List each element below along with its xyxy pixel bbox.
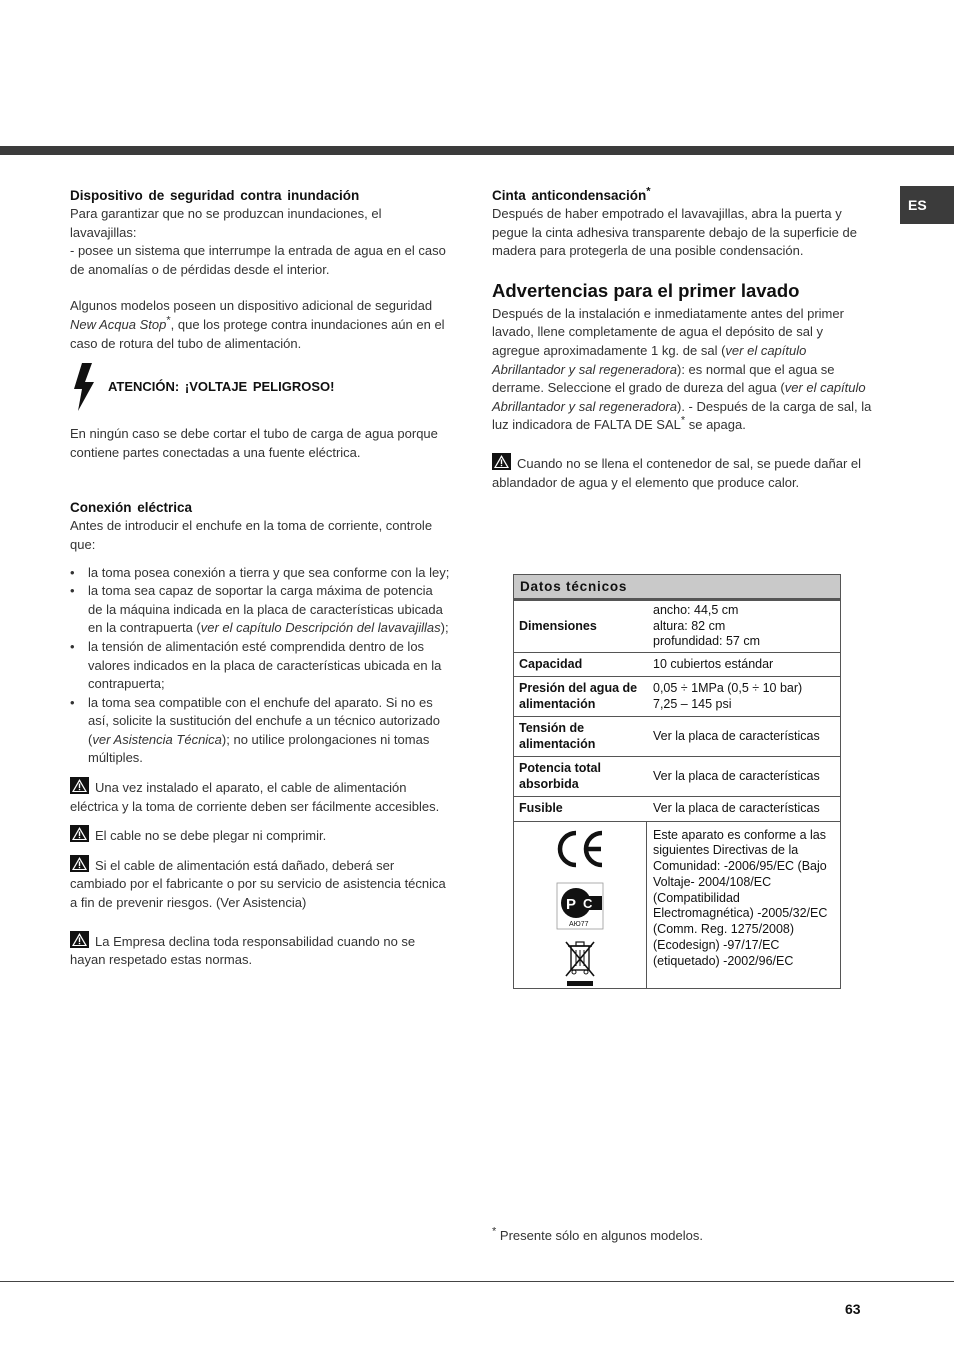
svg-text:C: C	[583, 895, 593, 911]
tape-text: Después de haber empotrado el lavavajillas, abra la puerta y pegue la cinta adhesiva transparente debajo de la superficie de madera para protegerla de una posible condensación.	[492, 206, 857, 259]
certification-icons	[514, 822, 647, 988]
value-line: 7,25 – 145 psi	[653, 696, 732, 711]
table-row	[514, 756, 840, 796]
first-wash-text: Después de la instalación e inmediatamente antes del primer lavado, llene completamente de agua el depósito de sal y agregue aproximadamente 1 kg. de sal (ver el capítulo Abrillantador y sal regeneradora): es normal que el agua se derrame. Seleccione el grado de dureza del agua (ver el capítulo Abrillantador y sal regeneradora). - Después de la carga de sal, la luz indicadora de FALTA DE SAL* se apaga.	[492, 305, 872, 433]
table-cell-value	[647, 757, 840, 796]
warning-icon	[70, 855, 89, 872]
attention-text: En ningún caso se debe cortar el tubo de carga de agua porque contiene partes conectadas a una fuente eléctrica.	[70, 426, 438, 460]
electric-checklist	[70, 564, 450, 769]
bottom-rule	[0, 1281, 954, 1282]
warning-icon	[70, 777, 89, 794]
page-number: 63	[845, 1301, 861, 1317]
table-cell-value	[647, 797, 840, 821]
certification-text: Este aparato es conforme a las siguientes Directivas de la Comunidad: -2006/95/EC (Bajo Voltaje- 2004/108/EC (Compatibilidad Electromagnética) -2005/32/EC (Comm. Reg. 1275/2008) (Ecodesign) -97/17/EC (etiquetado) -2002/96/EC	[653, 827, 828, 968]
right-column	[492, 186, 872, 492]
warning-paragraph: El cable no se debe plegar ni comprimir.	[70, 825, 450, 846]
value-line: altura: 82 cm	[653, 618, 726, 633]
list-item: • la toma sea compatible con el enchufe del aparato. Si no es así, solicite la sustitución del enchufe a un técnico autorizado (ver Asistencia Técnica); no utilice prolongaciones ni tomas múltiples.	[70, 694, 450, 768]
table-row	[514, 599, 840, 652]
warning-icon	[70, 825, 89, 842]
tech-data-table	[513, 574, 841, 989]
electric-title: Conexión eléctrica	[70, 500, 193, 516]
table-cell-value	[647, 717, 840, 756]
warning-icon	[492, 453, 511, 470]
tape-title: Cinta anticondensación*	[492, 185, 651, 203]
value-line: Ver la placa de características	[653, 768, 820, 783]
attention-label: ATENCIÓN: ¡VOLTAJE PELIGROSO!	[108, 378, 335, 394]
tech-table-title: Datos técnicos	[514, 575, 840, 599]
value-line: 0,05 ÷ 1MPa (0,5 ÷ 10 bar)	[653, 681, 803, 695]
value-line: 10 cubiertos estándar	[653, 656, 774, 671]
table-cell-key: Dimensiones	[519, 618, 597, 633]
table-cell-key: Potencia total absorbida	[519, 761, 601, 791]
first-wash-title: Advertencias para el primer lavado	[492, 279, 800, 301]
table-row	[514, 716, 840, 756]
certification-row	[514, 821, 840, 988]
table-row	[514, 796, 840, 821]
table-cell-key: Capacidad	[519, 656, 583, 671]
value-line: Ver la placa de características	[653, 801, 820, 815]
ce-mark-icon	[552, 828, 608, 870]
table-cell-value	[647, 677, 840, 716]
language-tab: ES	[900, 186, 954, 224]
warning-paragraph: Cuando no se llena el contenedor de sal, se puede dañar el ablandador de agua y el elemento que produce calor.	[492, 453, 872, 492]
left-column	[70, 186, 450, 970]
attention-block	[70, 363, 450, 411]
warning-paragraph: Si el cable de alimentación está dañado, deberá ser cambiado por el fabricante o por su servicio de asistencia técnica a fin de prevenir riesgos. (Ver Asistencia)	[70, 855, 450, 913]
electric-intro: Antes de introducir el enchufe en la toma de corriente, controle que:	[70, 518, 433, 552]
list-item: • la toma sea capaz de soportar la carga máxima de potencia de la máquina indicada en la placa de características ubicada en la contrapuerta (ver el capítulo Descripción del lavavajillas);	[70, 582, 450, 638]
list-item: • la toma posea conexión a tierra y que sea conforme con la ley;	[70, 564, 450, 583]
table-cell-key: Presión del agua de alimentación	[519, 681, 638, 711]
svg-text:АЮ77: АЮ77	[569, 920, 589, 928]
value-line: Ver la placa de características	[653, 728, 820, 743]
top-bar	[0, 146, 954, 155]
value-line: profundidad: 57 cm	[653, 634, 761, 648]
flood-p3: Algunos modelos poseen un dispositivo adicional de seguridad New Acqua Stop*, que los protege contra inundaciones aún en el caso de rotura del tubo de alimentación.	[70, 298, 445, 351]
warning-icon	[70, 931, 89, 948]
footnote: * Presente sólo en algunos modelos.	[492, 1225, 703, 1243]
table-cell-key: Fusible	[519, 801, 563, 815]
lightning-bolt-icon	[70, 363, 100, 411]
list-item: • la tensión de alimentación esté comprendida dentro de los valores indicados en la placa de características ubicada en la contrapuerta;	[70, 638, 450, 694]
value-line: ancho: 44,5 cm	[653, 603, 739, 617]
flood-p2: - posee un sistema que interrumpe la entrada de agua en el caso de anomalías o de pérdidas desde el interior.	[70, 243, 446, 277]
flood-p1: Para garantizar que no se produzcan inundaciones, el lavavajillas:	[70, 206, 382, 240]
table-row	[514, 676, 840, 716]
flood-title: Dispositivo de seguridad contra inundación	[70, 188, 360, 203]
warning-paragraph: La Empresa declina toda responsabilidad cuando no se hayan respetado estas normas.	[70, 931, 450, 970]
table-row	[514, 652, 840, 677]
weee-bin-icon	[560, 940, 600, 988]
table-cell-value	[647, 653, 840, 677]
pct-mark-icon	[556, 882, 604, 930]
svg-text:P: P	[566, 895, 577, 913]
table-cell-key: Tensión de alimentación	[519, 721, 596, 751]
warning-paragraph: Una vez instalado el aparato, el cable de alimentación eléctrica y la toma de corriente deben ser fácilmente accesibles.	[70, 777, 450, 816]
table-cell-value	[647, 601, 840, 652]
